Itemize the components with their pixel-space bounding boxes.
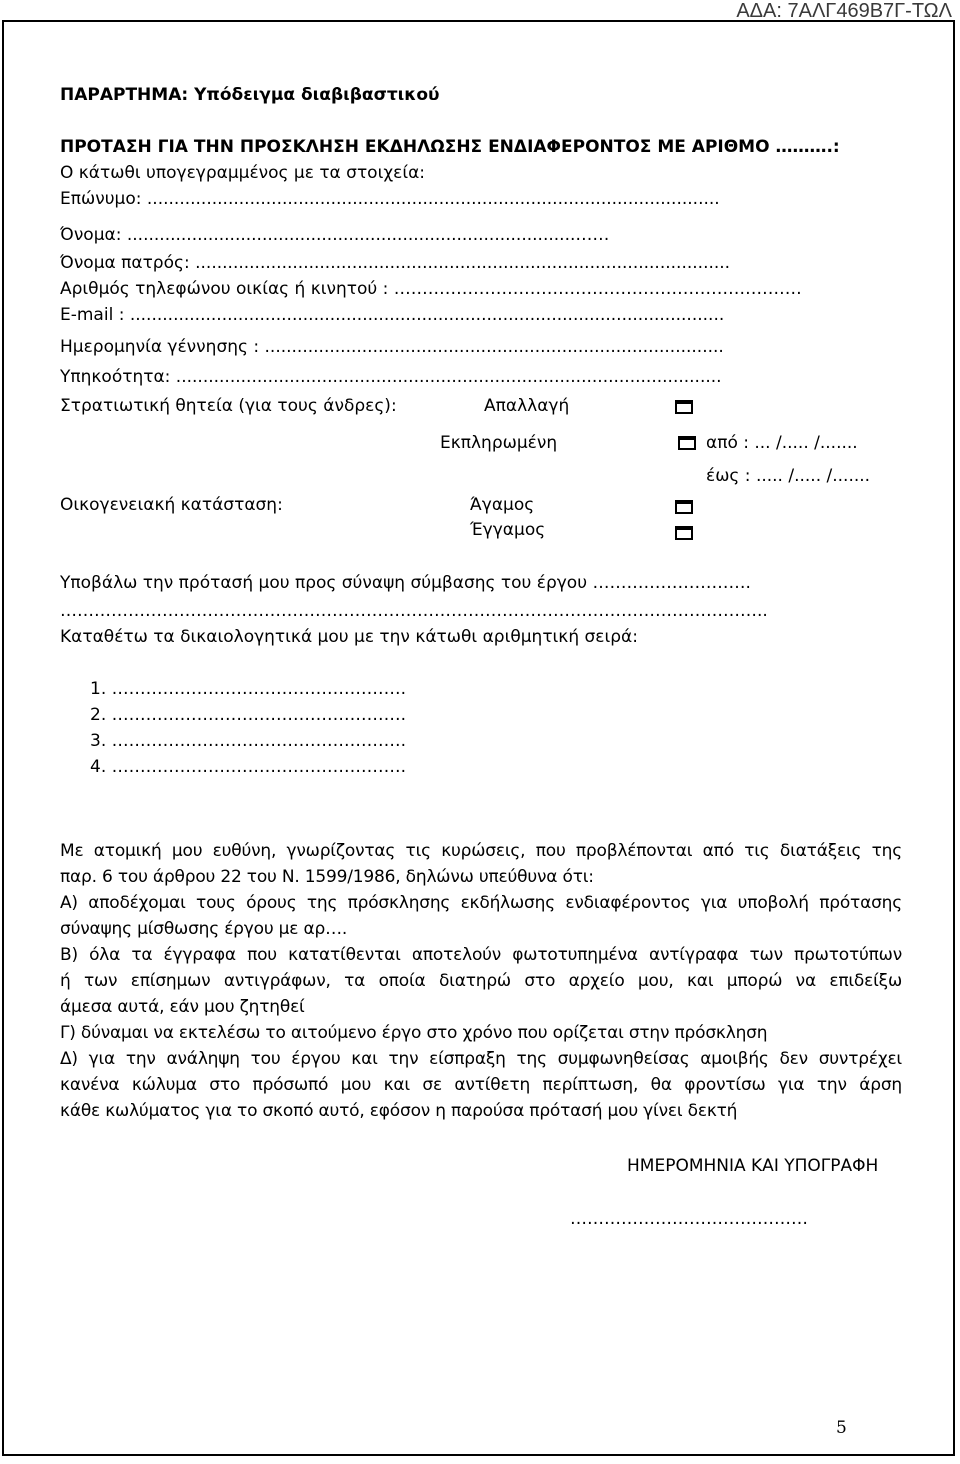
- signature-label: ΗΜΕΡΟΜΗΝΙΑ ΚΑΙ ΥΠΟΓΡΑΦΗ: [627, 1156, 879, 1176]
- documents-intro: Καταθέτω τα δικαιολογητικά μου με την κάτωθι αριθμητική σειρά:: [60, 627, 638, 647]
- marital-married-checkbox[interactable]: [675, 526, 693, 540]
- declaration-line: άμεσα αυτά, εάν μου ζητηθεί: [60, 997, 305, 1017]
- declaration-line: Α) αποδέχομαι τους όρους της πρόσκλησης εκδήλωσης ενδιαφέροντος για υποβολή πρότασης: [60, 893, 902, 913]
- documents-list-item: 1. …………………………………………….: [90, 679, 407, 699]
- military-completed-label: Εκπληρωμένη: [440, 433, 558, 453]
- declaration-line: κάθε κωλύματος για το σκοπό αυτό, εφόσον η παρούσα πρότασή μου γίνει δεκτή: [60, 1101, 738, 1121]
- page-number: 5: [836, 1418, 847, 1438]
- declaration-line: σύναψης μίσθωσης έργου με αρ….: [60, 919, 348, 939]
- surname-field: Επώνυμο: ..........................................................................................................: [60, 189, 720, 209]
- declaration-line: παρ. 6 του άρθρου 22 του Ν. 1599/1986, δηλώνω υπεύθυνα ότι:: [60, 867, 594, 887]
- military-exempt-checkbox[interactable]: [675, 400, 693, 414]
- father-name-field: Όνομα πατρός: ...................................................................................................: [60, 253, 731, 273]
- marital-single-label: Άγαμος: [470, 495, 535, 515]
- declaration-line: Δ) για την ανάληψη του έργου και την είσπραξη της συμφωνηθείσας αμοιβής δεν συντρέχει: [60, 1049, 902, 1069]
- military-completed-checkbox[interactable]: [678, 436, 696, 450]
- declaration-line: κανένα κώλυμα στο πρόσωπό μου και σε αντίθετη περίπτωση, θα φροντίσω για την άρση: [60, 1075, 902, 1095]
- marital-married-label: Έγγαμος: [470, 520, 546, 540]
- phone-field: Αριθμός τηλεφώνου οικίας ή κινητού : ………………………………………………………………: [60, 279, 802, 299]
- proposal-title: ΠΡΟΤΑΣΗ ΓΙΑ ΤΗΝ ΠΡΟΣΚΛΗΣΗ ΕΚΔΗΛΩΣΗΣ ΕΝΔΙΑΦΕΡΟΝΤΟΣ ΜΕ ΑΡΙΘΜΟ ……….:: [60, 137, 840, 157]
- submit-line-continuation: ……………………………………………………………………………………………………………..: [60, 601, 768, 621]
- signature-line: ……………………………………: [570, 1209, 808, 1229]
- marital-single-checkbox[interactable]: [675, 500, 693, 514]
- documents-list-item: 3. …………………………………………….: [90, 731, 407, 751]
- nationality-field: Υπηκοότητα: .....................................................................................................: [60, 367, 722, 387]
- annex-title: ΠΑΡΑΡΤΗΜΑ: Υπόδειγμα διαβιβαστικού: [60, 85, 440, 105]
- declaration-line: Γ) δύναμαι να εκτελέσω το αιτούμενο έργο στο χρόνο που ορίζεται στην πρόσκληση: [60, 1023, 768, 1043]
- email-field: E-mail : ..............................................................................................................: [60, 305, 725, 325]
- military-from-date: από : ... /..... /.......: [706, 433, 858, 453]
- military-to-date: έως : ..... /..... /.......: [706, 466, 871, 486]
- declaration-line: Β) όλα τα έγγραφα που κατατίθενται αποτελούν φωτοτυπημένα αντίγραφα των πρωτοτύπων: [60, 945, 902, 965]
- documents-list-item: 2. …………………………………………….: [90, 705, 407, 725]
- military-label: Στρατιωτική θητεία (για τους άνδρες):: [60, 396, 397, 416]
- declaration-line: Με ατομική μου ευθύνη, γνωρίζοντας τις κυρώσεις, που προβλέπονται από τις διατάξεις της: [60, 841, 902, 861]
- name-field: Όνομα: ...................................................................................……: [60, 225, 610, 245]
- ada-code: ΑΔΑ: 7ΑΛΓ469Β7Γ-ΤΩΛ: [736, 0, 952, 22]
- submit-line: Υποβάλω την πρότασή μου προς σύναψη σύμβασης του έργου ……………………….: [60, 573, 751, 593]
- intro-text: Ο κάτωθι υπογεγραμμένος με τα στοιχεία:: [60, 163, 426, 183]
- documents-list-item: 4. …………………………………………….: [90, 757, 407, 777]
- military-exempt-label: Απαλλαγή: [484, 396, 570, 416]
- declaration-line: ή των επίσημων αντιγράφων, τα οποία διατηρώ στο αρχείο μου, και μπορώ να επιδείξω: [60, 971, 902, 991]
- marital-label: Οικογενειακή κατάσταση:: [60, 495, 283, 515]
- declaration-block: [60, 838, 902, 1124]
- birth-date-field: Ημερομηνία γέννησης : .....................................................................................: [60, 337, 724, 357]
